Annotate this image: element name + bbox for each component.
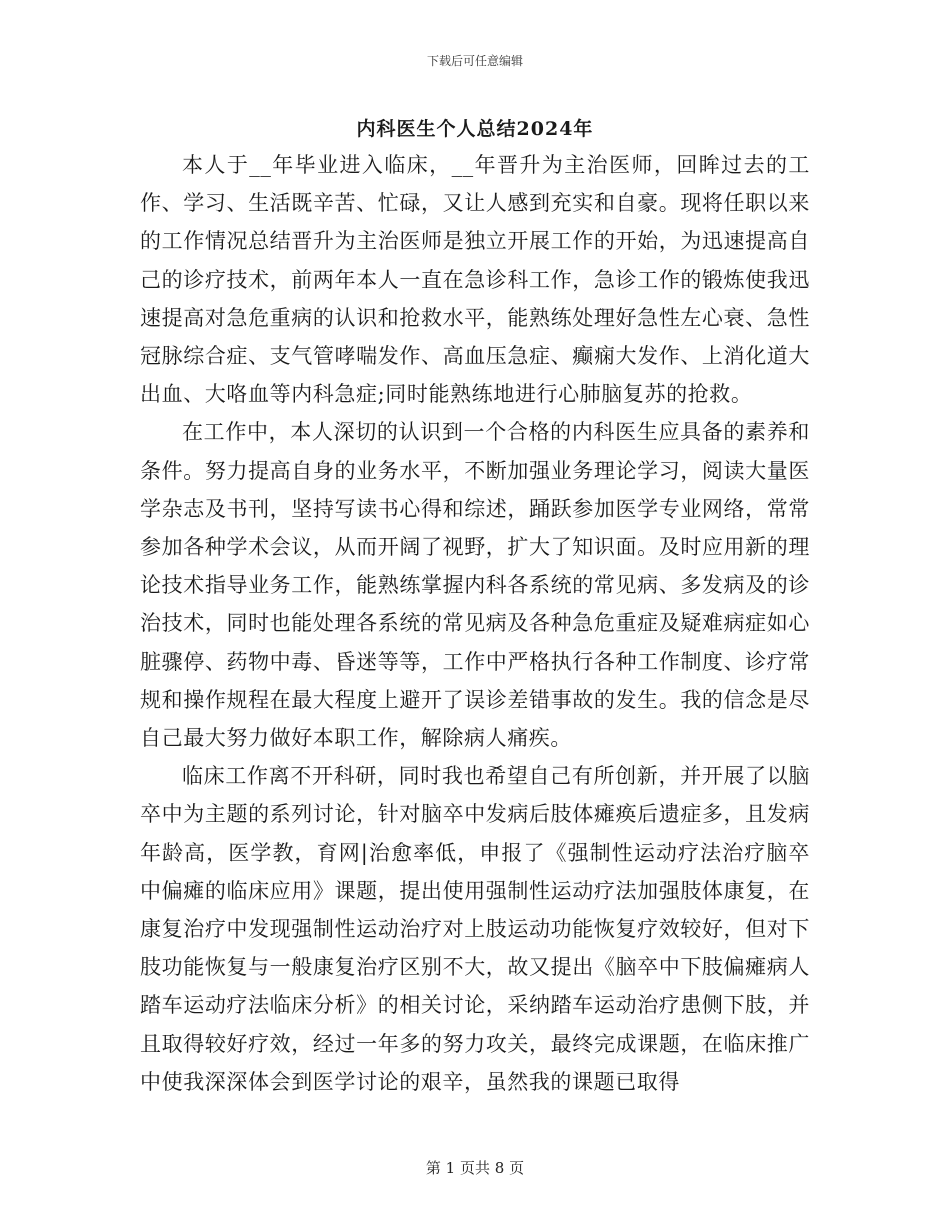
document-body: [140, 146, 810, 1101]
header-note: 下载后可任意编辑: [426, 54, 523, 68]
page-number: 第 1 页共 8 页: [425, 1159, 525, 1177]
document-title: 内科医生个人总结2024年: [356, 118, 594, 140]
paragraph-1: 本人于__年毕业进入临床，__年晋升为主治医师，回眸过去的工作、学习、生活既辛苦、忙碌，又让人感到充实和自豪。现将任职以来的工作情况总结晋升为主治医师是独立开展工作的开始，为迅速提高自己的诊疗技术，前两年本人一直在急诊科工作，急诊工作的锻炼使我迅速提高对急危重病的认识和抢救水平，能熟练处理好急性左心衰、急性冠脉综合症、支气管哮喘发作、高血压急症、癫痫大发作、上消化道大出血、大咯血等内科急症;同时能熟练地进行心肺脑复苏的抢救。: [140, 153, 810, 407]
paragraph-3: 临床工作离不开科研，同时我也希望自己有所创新，并开展了以脑卒中为主题的系列讨论，针对脑卒中发病后肢体瘫痪后遗症多，且发病年龄高，医学教，育网|治愈率低，申报了《强制性运动疗法治疗脑卒中偏瘫的临床应用》课题，提出使用强制性运动疗法加强肢体康复，在康复治疗中发现强制性运动治疗对上肢运动功能恢复疗效较好，但对下肢功能恢复与一般康复治疗区别不大，故又提出《脑卒中下肢偏瘫病人踏车运动疗法临床分析》的相关讨论，采纳踏车运动治疗患侧下肢，并且取得较好疗效，经过一年多的努力攻关，最终完成课题，在临床推广中使我深深体会到医学讨论的艰辛，虽然我的课题已取得: [140, 764, 810, 1094]
paragraph-2: 在工作中，本人深切的认识到一个合格的内科医生应具备的素养和条件。努力提高自身的业务水平，不断加强业务理论学习，阅读大量医学杂志及书刊，坚持写读书心得和综述，踊跃参加医学专业网络，常常参加各种学术会议，从而开阔了视野，扩大了知识面。及时应用新的理论技术指导业务工作，能熟练掌握内科各系统的常见病、多发病及的诊治技术，同时也能处理各系统的常见病及各种急危重症及疑难病症如心脏骤停、药物中毒、昏迷等等，工作中严格执行各种工作制度、诊疗常规和操作规程在最大程度上避开了误诊差错事故的发生。我的信念是尽自己最大努力做好本职工作，解除病人痛疾。: [140, 420, 810, 751]
